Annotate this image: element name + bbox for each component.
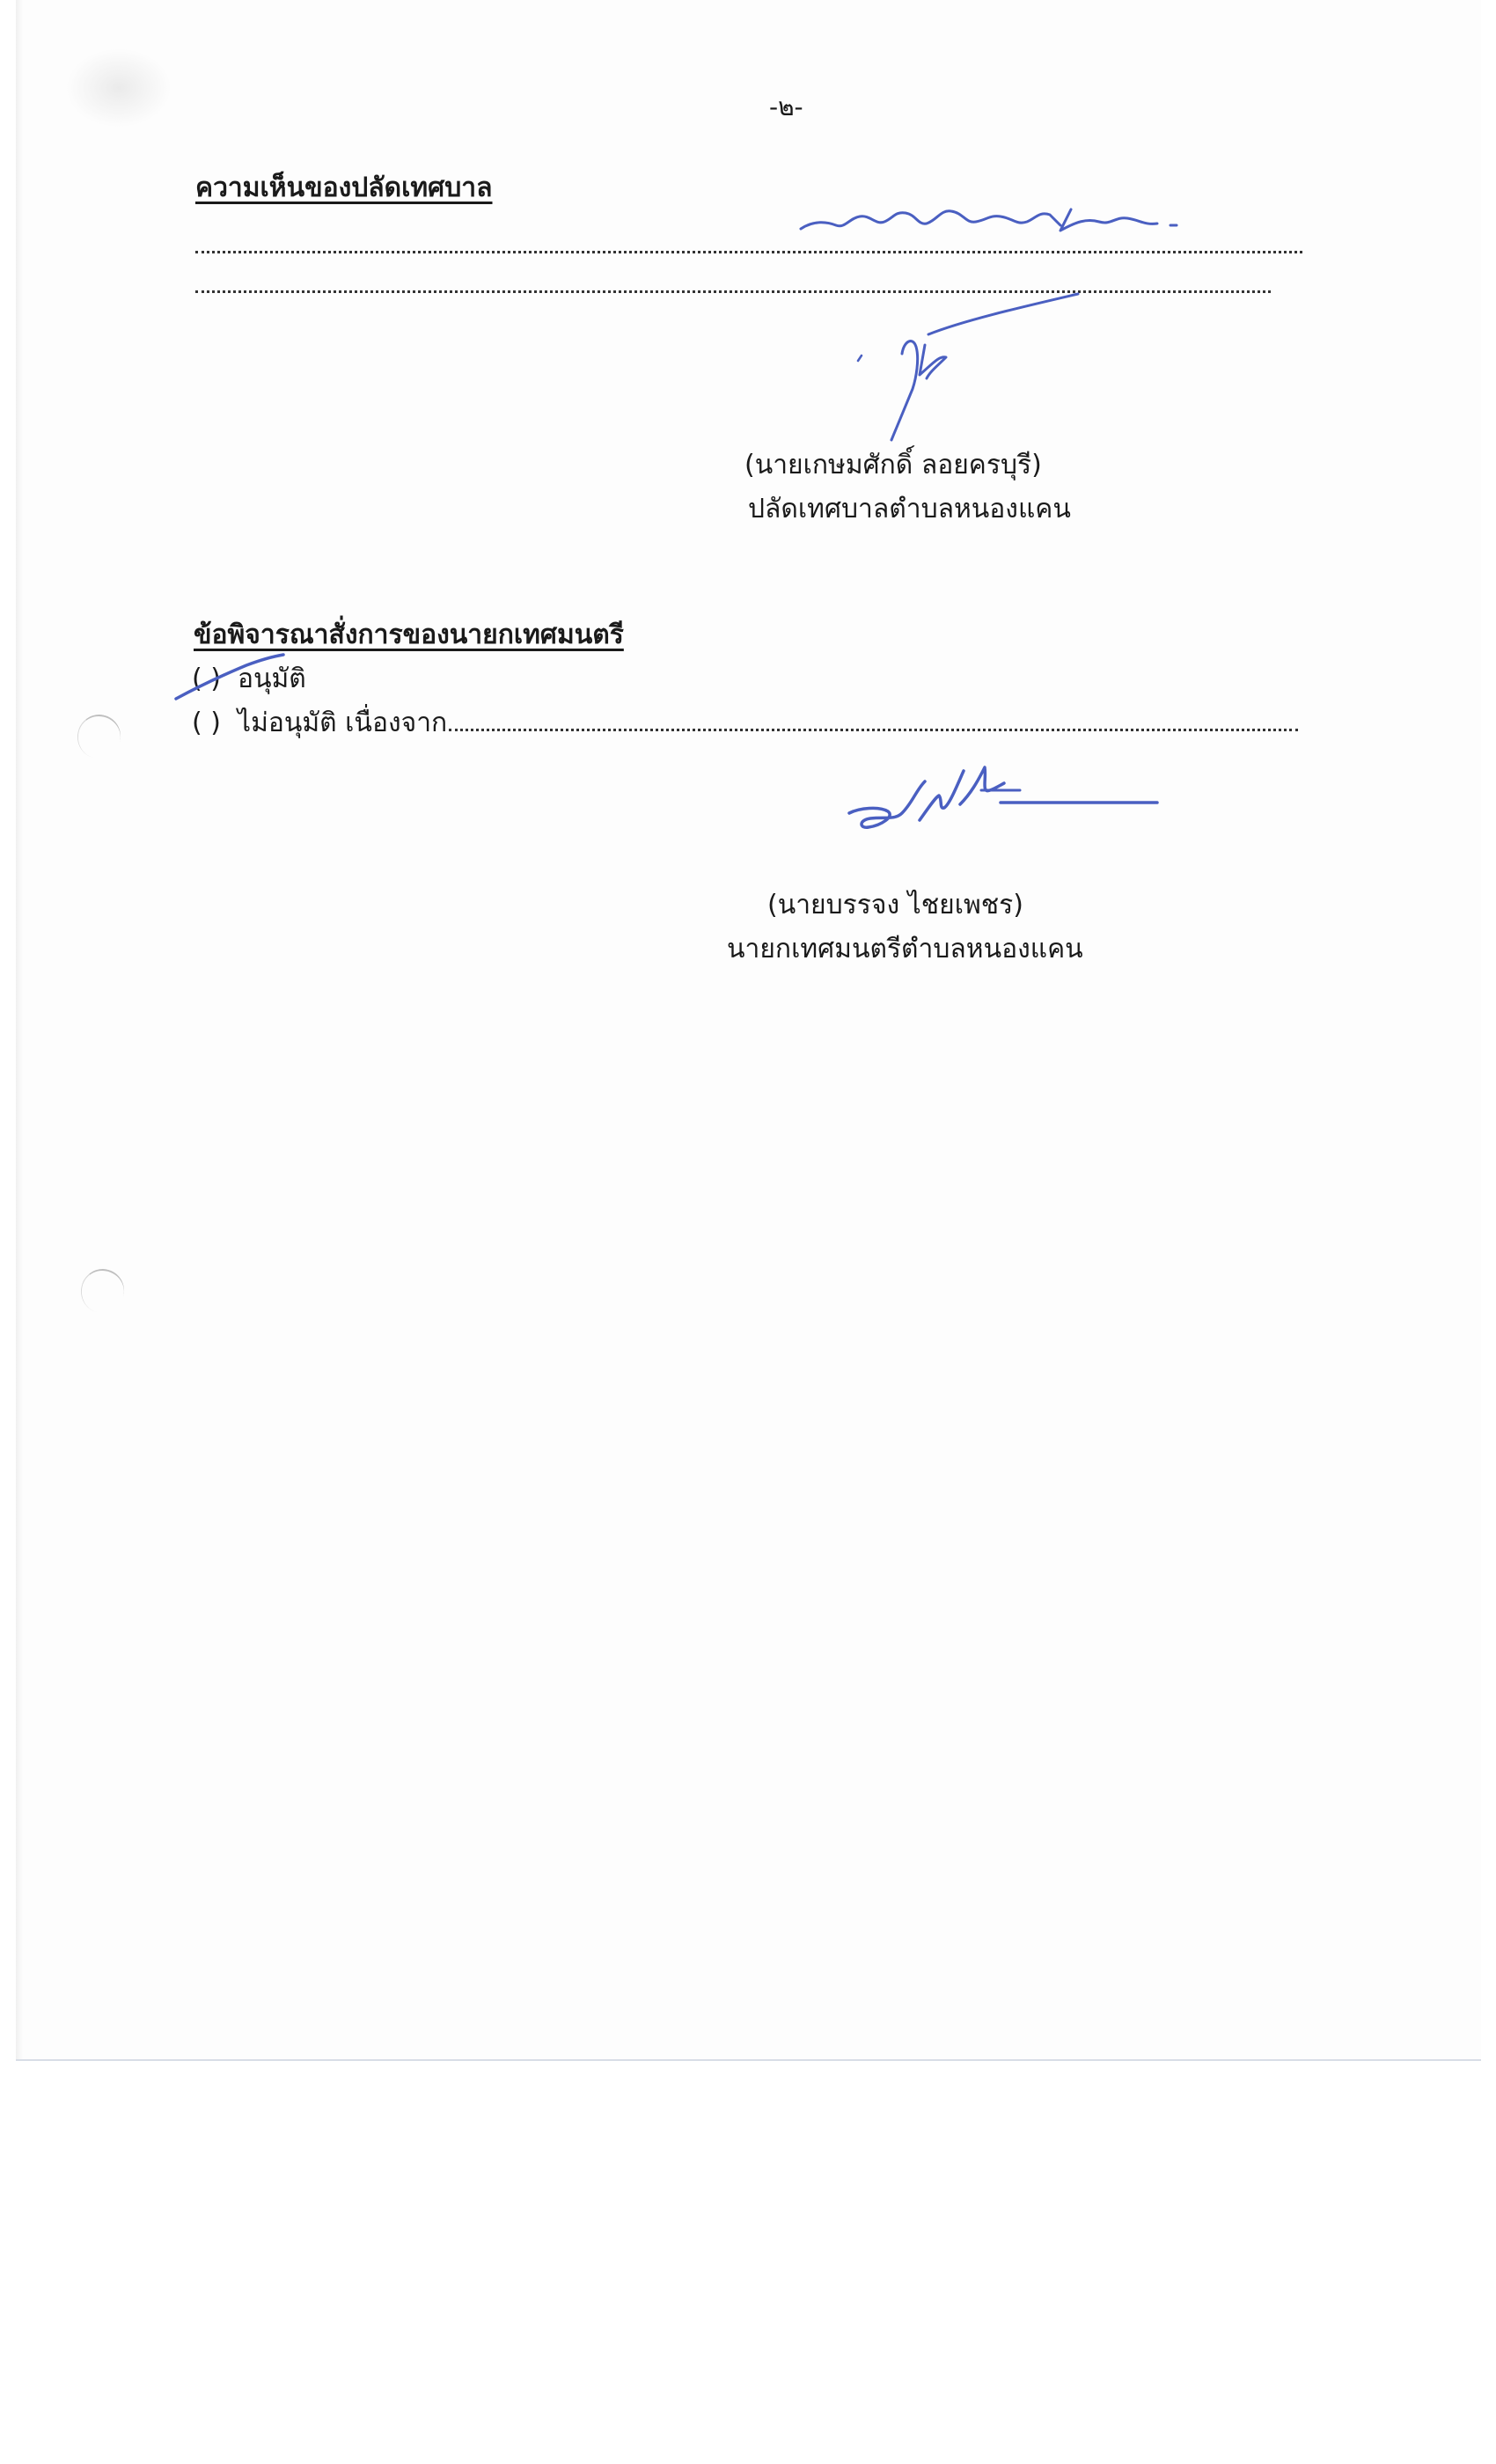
comment-line-1	[195, 251, 1302, 253]
option-approve-label: อนุมัติ	[238, 664, 306, 694]
deputy-signer-position: ปลัดเทศบาลตำบลหนองแคน	[748, 494, 1071, 524]
option-reject-label: ไม่อนุมัติ เนื่องจาก	[238, 708, 448, 738]
mayor-signature	[840, 764, 1157, 852]
page-shadow-edge	[16, 0, 23, 2059]
reject-reason-line	[449, 729, 1298, 731]
mayor-signer-name: (นายบรรจง ไชยเพชร)	[767, 890, 1023, 920]
handwritten-comment	[796, 195, 1184, 248]
scan-artifact	[66, 48, 172, 128]
page-number: -๒-	[769, 92, 803, 121]
check-mark-icon	[172, 653, 287, 704]
deputy-opinion-heading: ความเห็นของปลัดเทศบาล	[195, 172, 493, 203]
checkbox-reject: ( )	[192, 708, 221, 738]
checkbox-approve: ( )	[192, 664, 221, 694]
option-reject	[192, 702, 1298, 744]
document-page	[16, 0, 1481, 2061]
deputy-signature	[832, 290, 1087, 449]
deputy-signer-name: (นายเกษมศักดิ์ ลอยครบุรี)	[744, 450, 1042, 480]
mayor-signer-position: นายกเทศมนตรีตำบลหนองแคน	[727, 934, 1083, 964]
mayor-decision-heading: ข้อพิจารณาสั่งการของนายกเทศมนตรี	[194, 620, 624, 650]
comment-line-2	[195, 290, 1271, 293]
